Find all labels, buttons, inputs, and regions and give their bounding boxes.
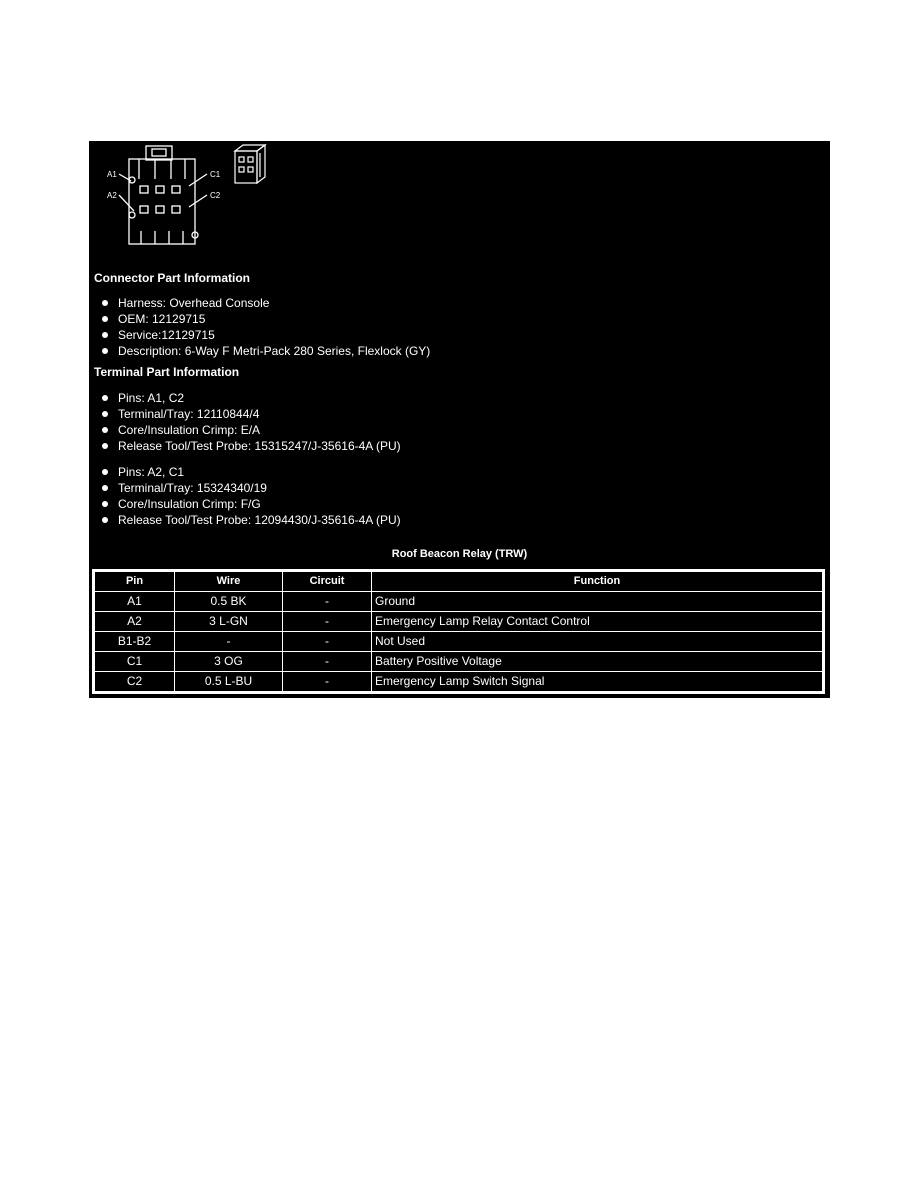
function-cell: Battery Positive Voltage xyxy=(372,652,823,672)
list-item: Core/Insulation Crimp: F/G xyxy=(89,496,401,512)
connector-info-panel xyxy=(89,141,830,698)
terminal-group-1-list xyxy=(89,390,401,454)
circuit-cell: - xyxy=(283,652,372,672)
wire-cell: 3 OG xyxy=(175,652,283,672)
pin-table-title: Roof Beacon Relay (TRW) xyxy=(391,548,528,560)
pin-label-a2: A2 xyxy=(107,191,117,200)
table-row xyxy=(95,592,823,612)
list-item: Harness: Overhead Console xyxy=(89,295,430,311)
terminal-group-2-list xyxy=(89,464,401,528)
pin-cell: C2 xyxy=(95,672,175,692)
list-item: Core/Insulation Crimp: E/A xyxy=(89,422,401,438)
column-header-function: Function xyxy=(372,572,823,592)
pin-label-c1: C1 xyxy=(210,170,221,179)
table-row xyxy=(95,612,823,632)
pin-cell: A2 xyxy=(95,612,175,632)
column-header-wire: Wire xyxy=(175,572,283,592)
pin-cell: B1-B2 xyxy=(95,632,175,652)
table-row xyxy=(95,652,823,672)
pin-table xyxy=(94,571,823,692)
pin-label-a1: A1 xyxy=(107,170,117,179)
function-cell: Ground xyxy=(372,592,823,612)
column-header-pin: Pin xyxy=(95,572,175,592)
table-row xyxy=(95,632,823,652)
pin-label-c2: C2 xyxy=(210,191,221,200)
connector-face-diagram xyxy=(89,141,289,253)
wire-cell: 3 L-GN xyxy=(175,612,283,632)
function-cell: Emergency Lamp Switch Signal xyxy=(372,672,823,692)
connector-3d-icon xyxy=(235,145,265,183)
table-row xyxy=(95,672,823,692)
circuit-cell: - xyxy=(283,672,372,692)
circuit-cell: - xyxy=(283,592,372,612)
function-cell: Emergency Lamp Relay Contact Control xyxy=(372,612,823,632)
connector-part-info-list xyxy=(89,295,430,359)
list-item: Release Tool/Test Probe: 12094430/J-35616-4A (PU) xyxy=(89,512,401,528)
pin-cell: A1 xyxy=(95,592,175,612)
list-item: Service:12129715 xyxy=(89,327,430,343)
wire-cell: 0.5 BK xyxy=(175,592,283,612)
pin-table-frame xyxy=(92,569,825,694)
list-item: Pins: A2, C1 xyxy=(89,464,401,480)
connector-part-info-heading: Connector Part Information xyxy=(94,271,251,285)
pin-cell: C1 xyxy=(95,652,175,672)
column-header-circuit: Circuit xyxy=(283,572,372,592)
function-cell: Not Used xyxy=(372,632,823,652)
list-item: Release Tool/Test Probe: 15315247/J-35616-4A (PU) xyxy=(89,438,401,454)
table-header-row xyxy=(95,572,823,592)
terminal-part-info-heading: Terminal Part Information xyxy=(94,365,240,379)
list-item: Pins: A1, C2 xyxy=(89,390,401,406)
list-item: OEM: 12129715 xyxy=(89,311,430,327)
list-item: Description: 6-Way F Metri-Pack 280 Series, Flexlock (GY) xyxy=(89,343,430,359)
circuit-cell: - xyxy=(283,632,372,652)
wire-cell: 0.5 L-BU xyxy=(175,672,283,692)
list-item: Terminal/Tray: 12110844/4 xyxy=(89,406,401,422)
wire-cell: - xyxy=(175,632,283,652)
circuit-cell: - xyxy=(283,612,372,632)
list-item: Terminal/Tray: 15324340/19 xyxy=(89,480,401,496)
